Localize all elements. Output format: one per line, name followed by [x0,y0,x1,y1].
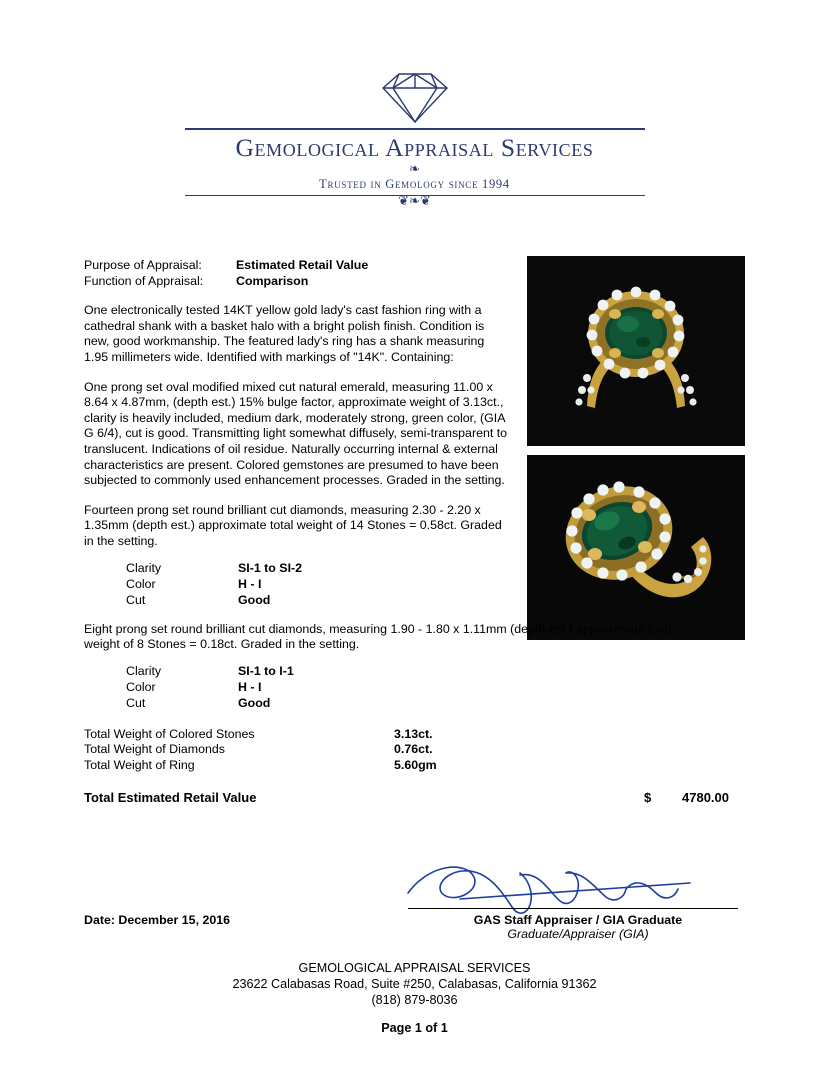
total-row [84,742,746,758]
appraiser-credential: Graduate/Appraiser (GIA) [507,927,649,941]
totals-table [84,727,746,774]
signature-line [408,908,738,909]
signature-mark [400,855,750,915]
diamond-icon [367,70,463,126]
spec-label: Clarity [126,663,162,678]
purpose-value: Estimated Retail Value [236,258,369,272]
spec-label: Clarity [126,560,162,575]
header-rule-top [185,128,645,130]
total-row [84,727,746,743]
diamond-group-2-specs [126,663,746,711]
total-value: 5.60gm [394,757,437,772]
document-header [0,70,829,208]
total-row [84,758,746,774]
purpose-block [84,258,504,289]
grand-total-row [84,790,746,806]
appraiser-title: GAS Staff Appraiser / GIA Graduate [473,913,683,927]
diamond-group-1-description: Fourteen prong set round brilliant cut diamonds, measuring 2.30 - 2.20 x 1.35mm (depth est.) approximate total weight of 14 Stones = 0.58ct. Graded in the setting. [84,502,502,548]
spec-row [126,679,746,695]
spec-value: H - I [238,576,262,591]
footer-phone: (818) 879-8036 [371,993,458,1007]
function-value: Comparison [236,273,309,288]
footer-address: 23622 Calabasas Road, Suite #250, Calabasas, California 91362 [232,977,597,991]
spec-row [126,663,746,679]
spec-label: Cut [126,592,146,607]
total-value: 3.13ct. [394,726,433,741]
document-footer [0,960,829,1036]
footer-page-number: Page 1 of 1 [381,1021,448,1035]
spec-label: Cut [126,695,146,710]
spec-value: Good [238,695,271,710]
signature-labels [408,913,748,941]
spec-value: SI-1 to I-1 [238,663,294,678]
spec-value: SI-1 to SI-2 [238,560,303,575]
purpose-label: Purpose of Appraisal: [84,258,202,272]
ring-description: One electronically tested 14KT yellow gold lady's cast fashion ring with a cathedral shank with a basket halo with a bright polish finish. Condition is new, good workmanship. The featured lady's ring has a shank measuring 1.95 millimeters wide. Identified with markings of "14K". Containing: [84,303,485,364]
spec-row [126,560,746,576]
diamond-group-1-specs [126,560,746,608]
appraisal-body [84,258,746,806]
company-title: Gemological Appraisal Services [235,133,594,162]
appraisal-date: Date: December 15, 2016 [84,913,231,927]
spec-label: Color [126,576,156,591]
spec-value: Good [238,592,271,607]
emerald-description: One prong set oval modified mixed cut natural emerald, measuring 11.00 x 8.64 x 4.87mm, (depth est.) 15% bulge factor, approximate weight of 3.13ct., clarity is heavily included, medium dark, moderately strong, green color, (GIA G 6/4), cut is good. Transmitting light somewhat diffusely, semi-transparent to translucent. Indications of oil residue. Naturally occurring internal & external characteristics are present. Colored gemstones are presumed to have been subjected to commonly used enhancement processes. Graded in the setting. [84,379,508,488]
function-row [84,274,504,290]
spec-value: H - I [238,679,262,694]
flourish-left-icon: ❧ [409,161,420,176]
spec-row [126,576,746,592]
total-label: Total Weight of Diamonds [84,742,225,757]
total-value: 0.76ct. [394,742,433,757]
spec-row [126,695,746,711]
total-label: Total Weight of Ring [84,757,195,772]
purpose-row [84,258,504,274]
footer-company: GEMOLOGICAL APPRAISAL SERVICES [298,961,531,975]
grand-total-currency: $ [644,790,652,806]
grand-total-value: 4780.00 [682,790,729,806]
spec-label: Color [126,679,156,694]
diamond-group-2-description: Eight prong set round brilliant cut diamonds, measuring 1.90 - 1.80 x 1.11mm (depth est.) approximate total weight of 8 Stones = 0.18ct. Graded in the setting. [84,621,672,652]
spec-row [126,592,746,608]
grand-total-label: Total Estimated Retail Value [84,790,257,806]
total-label: Total Weight of Colored Stones [84,726,255,741]
flourish-bottom-icon: ❦❧❦ [398,193,431,208]
function-label: Function of Appraisal: [84,273,204,288]
company-tagline: Trusted in Gemology since 1994 [319,177,510,191]
